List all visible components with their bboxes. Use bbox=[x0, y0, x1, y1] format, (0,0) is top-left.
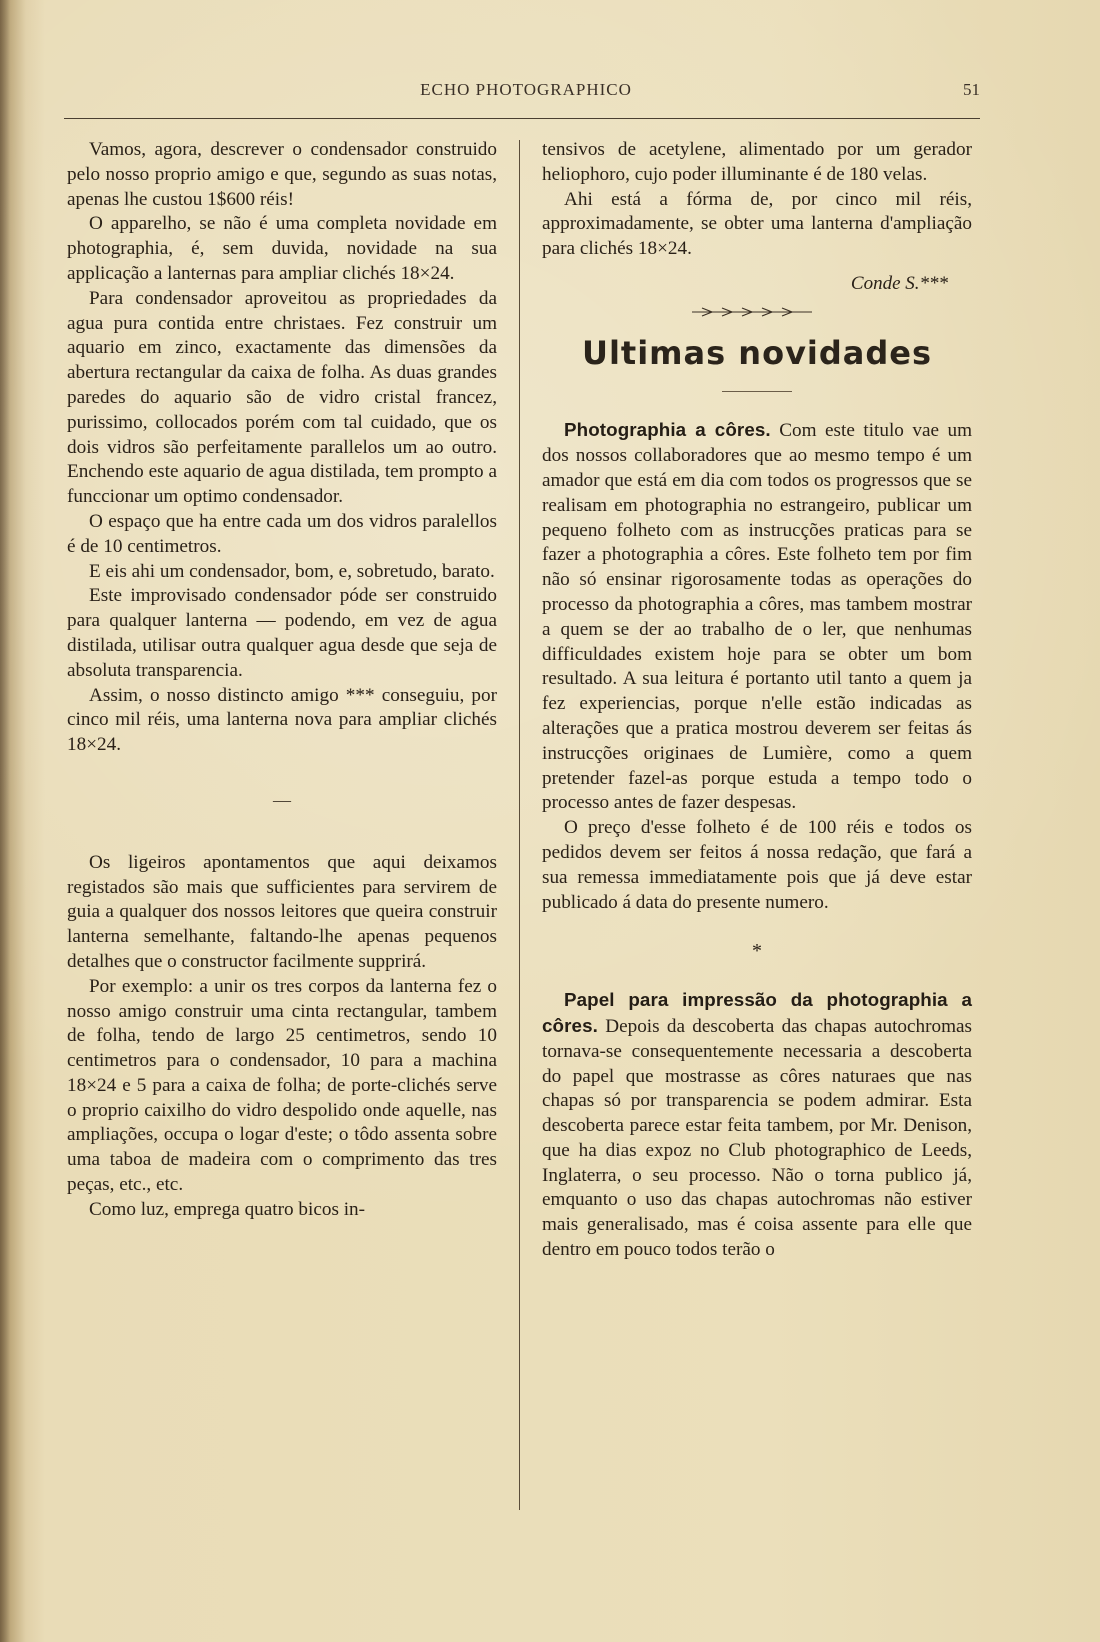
paragraph: Assim, o nosso distincto amigo *** conseguiu, por cinco mil réis, uma lanterna nova para ampliar clichés 18×24. bbox=[67, 684, 497, 756]
paragraph: tensivos de acetylene, alimentado por um gerador heliophoro, cujo poder illuminante é de 180 velas. bbox=[542, 139, 972, 185]
paragraph: O preço d'esse folheto é de 100 réis e todos os pedidos devem ser feitos á nossa redação, que fará a sua remessa immediatamente pois que já deve estar publicado á data do presente numero. bbox=[542, 817, 972, 913]
left-column bbox=[67, 138, 497, 1223]
author-signature: Conde S.*** bbox=[850, 272, 948, 294]
header-rule bbox=[64, 118, 980, 119]
paragraph: Este improvisado condensador póde ser construido para qualquer lanterna — podendo, em vez de agua distilada, utilisar outra qualquer agua desde que seja de absoluta transparencia. bbox=[67, 585, 497, 681]
paragraph: O apparelho, se não é uma completa novidade em photographia, é, sem duvida, novidade na sua applicação a lanternas para ampliar clichés 18×24. bbox=[67, 213, 497, 284]
paragraph: E eis ahi um condensador, bom, e, sobretudo, barato. bbox=[89, 560, 495, 582]
paragraph: Por exemplo: a unir os tres corpos da lanterna fez o nosso amigo construir uma cinta rectangular, tambem de folha, tendo de largo 25 centimetros, sendo 10 centimetros para o condensador, 10 para a machina 18×24 e 5 para a caixa de folha; de porte-clichés serve o proprio caixilho do vidro despolido onde aquelle, nas ampliações, occupa o logar d'este; o tôdo assenta sobre uma taboa de madeira com o comprimento das tres peças, etc., etc. bbox=[67, 975, 497, 1196]
paragraph: O espaço que ha entre cada um dos vidros paralellos é de 10 centimetros. bbox=[67, 510, 497, 557]
page-number: 51 bbox=[963, 80, 980, 99]
right-column bbox=[542, 138, 972, 1263]
paragraph: Os ligeiros apontamentos que aqui deixamos registados são mais que sufficientes para servirem de guia a qualquer dos nossos leitores que queira construir lanterna semelhante, faltando-lhe apenas pequenos detalhes que o constructor facilmente supprirá. bbox=[67, 851, 497, 972]
binding-shadow bbox=[0, 0, 10, 1642]
column-divider bbox=[519, 140, 520, 1510]
article-heading: Papel para impressão da photographia a côres. bbox=[542, 989, 972, 1036]
section-separator: — bbox=[273, 789, 291, 810]
paragraph: Como luz, emprega quatro bicos in- bbox=[89, 1198, 366, 1220]
title-rule bbox=[722, 391, 792, 392]
article-body: Depois da descoberta das chapas autochromas tornava-se consequentemente necessaria a descoberta do papel que mostrasse as côres naturaes que nas chapas só por transparencia se podem admirar. Esta descoberta parece estar feita tambem, por Mr. Denison, que ha dias expoz no Club photographico de Leeds, Inglaterra, o seu processo. Não o torna publico já, emquanto o uso das chapas autochromas não estiver mais generalisado, mas é coisa assente para elle que dentro em pouco todos terão o bbox=[542, 1015, 972, 1261]
running-header bbox=[72, 80, 980, 106]
paragraph: Vamos, agora, descrever o condensador construido pelo nosso proprio amigo e que, segundo as suas notas, apenas lhe custou 1$600 réis! bbox=[67, 139, 497, 210]
article-heading: Photographia a côres. bbox=[564, 419, 771, 441]
asterisk-separator: * bbox=[752, 940, 762, 963]
paragraph: Para condensador aproveitou as propriedades da agua pura contida entre christaes. Fez construir um aquario em zinco, exactamente das dimensões da abertura rectangular da caixa de folha. As duas grandes paredes do aquario são de vidro cristal francez, purissimo, collocados porém com tal cuidado, que os dois vidros são perfeitamente parallelos um ao outro. Enchendo este aquario de agua distilada, tem prompto a funccionar um optimo condensador. bbox=[67, 287, 497, 508]
ornament-divider bbox=[692, 305, 812, 319]
journal-title: ECHO PHOTOGRAPHICO bbox=[420, 80, 632, 99]
section-title: Ultimas novidades bbox=[581, 333, 933, 372]
article-body: Com este titulo vae um dos nossos collaboradores que ao mesmo tempo é um amador que está em dia com todos os progressos que se realisam em photographia no estrangeiro, publicar um pequeno folheto com as instrucções praticas para se fazer a photographia a côres. Este folheto tem por fim não só ensinar rigorosamente todas as operações do processo da photographia a côres, mas tambem mostrar a quem se der ao trabalho de o ler, que nenhumas difficuldades existem hoje para se obter um bom resultado. A sua leitura é portanto util tanto a quem ja fez experiencias, porque n'elle estão indicadas as alterações que a pratica mostrou deverem ser feitas ás instrucções originaes de Lumière, como a quem pretender fazel-as porque estuda a tempo todo o processo antes de fazer despesas. bbox=[542, 420, 972, 814]
paragraph: Ahi está a fórma de, por cinco mil réis, approximadamente, se obter uma lanterna d'ampliação para clichés 18×24. bbox=[542, 188, 972, 260]
